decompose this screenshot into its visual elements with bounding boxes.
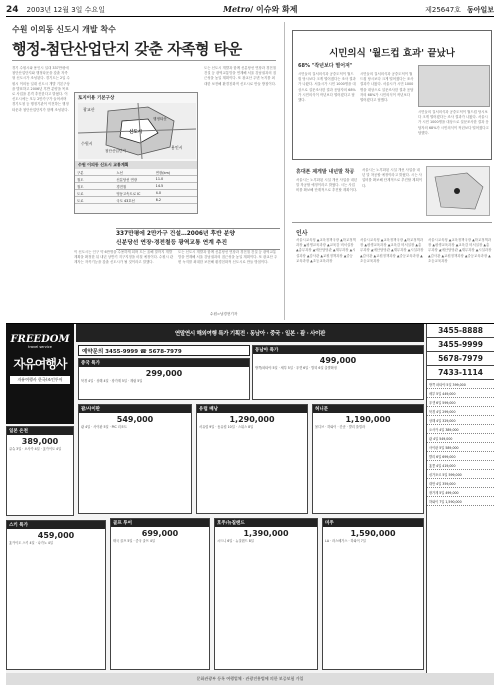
list-item: 홍콩 4일 419,000 xyxy=(427,461,494,470)
notice-rule xyxy=(292,222,492,223)
map-label-yongin: 용인시 xyxy=(171,145,183,150)
sub-article-headline: 휴대폰 제게발 내년말 착공 xyxy=(296,169,355,175)
map-label-newtown: 신도시 xyxy=(129,130,143,135)
list-item: 장가계 5일 499,000 xyxy=(427,488,494,497)
article-subhead-1: 337만평에 2만가구 건설…2006년 후반 분양 xyxy=(116,231,235,237)
list-item: 발리 6일 699,000 xyxy=(427,452,494,461)
list-item: 상해 4일 329,000 xyxy=(427,416,494,425)
ad-block[interactable]: 호주/뉴질랜드 1,390,000 시드니 6일 · 뉴질랜드 8일 xyxy=(214,518,318,670)
section-brand: Metro xyxy=(223,4,251,14)
ad-block[interactable]: 괌/사이판 549,000 괌 4일 · 사이판 5일 · PIC 리조트 xyxy=(78,404,192,514)
map-label-mountain: 광교산 xyxy=(83,107,95,112)
right-article-body-2: 시민들의 질서의식과 공중도덕이 월드컵 당시보다 크게 떨어졌다는 조사 결과가 나왔다. 서울시가 시민 1000명을 대상으로 설문조사한 결과 응답자의 68%가 시민의식이 작년보다 떨어졌다고 답했다. xyxy=(360,72,414,103)
sub-article-body-1: 서울시는 노후화된 시설 개선 사업을 내년 말 착공할 예정이라고 밝혔다. 시는 사업비를 확보해 단계적으로 추진할 계획이다. xyxy=(296,178,358,193)
freedom-logo: FREEDOM xyxy=(10,334,70,345)
map-label-suwon: 수원시 xyxy=(81,141,93,146)
freedom-tag: 자유여행사 한국/조인투어 xyxy=(10,376,70,384)
map-title: 토지이용 기본구상 xyxy=(78,96,115,101)
right-article-headline: 시민의식 '월드컵 효과' 끝났나 xyxy=(329,48,455,59)
ad-top-banner[interactable]: 연말연시 해외여행 특가 기획전 · 동남아 · 중국 · 일본 · 괌 · 사이판 xyxy=(76,324,424,342)
article-kicker: 수원 이의동 신도시 개발 착수 xyxy=(12,25,116,34)
headline-rule xyxy=(12,60,276,61)
column-divider xyxy=(284,22,285,320)
article-body-col2b: 이 신도시는 인구 약 6만명을 수용하게 되며 도는 올해 말까지 개발계획을 확정한 뒤 내년 상반기 지구지정을 마칠 예정이다. 수원시 관계자는 자족기능을 갖춘 신도시가 될 것이라고 말했다. xyxy=(74,250,174,265)
notice-body-2: 서울시교육청 ▲교육정책국장 ▲학교정책과장 ▲평생교육과장 ▲교육감 비서실장 ▲총무과장 ▲예산담당관 ▲재무과장 ▲시설과장 ▲감사관 ▲교원정책과장 ▲중등교육과장 ▲초등교육과장 xyxy=(360,238,424,263)
freedom-ad[interactable] xyxy=(6,324,74,424)
table-row: 도로 국도 43호선 6.2 xyxy=(75,197,197,204)
list-item: 싱가포르 5일 599,000 xyxy=(427,470,494,479)
ad-block[interactable]: 골프 투어 699,000 태국 골프 5일 · 중국 골프 4일 xyxy=(110,518,210,670)
page-header xyxy=(6,3,494,17)
ad-right-column[interactable] xyxy=(426,324,494,685)
ad-right-phone-4[interactable]: 7433-1114 xyxy=(427,366,494,380)
land-use-map xyxy=(74,92,198,214)
article-body-col1: 경기 수원시와 용인시 일대 337만평에 첨단산업단지와 행정타운을 갖춘 자족형 신도시가 조성된다. 경기도는 2일 수원시 이의동 일대 신도시 개발 기본구상을 발표하고 2006년 후반 분양을 목표로 사업을 본격 추진한다고 밝혔다. 이 신도시에는 모두 2만가구가 들어서며 경기도청 등 행정기관이 이전하는 행정타운과 첨단산업단지가 함께 조성된다. xyxy=(12,66,70,112)
list-item: 오사카 4일 389,000 xyxy=(427,425,494,434)
ad-bottom-note: 문화관광부 등록 여행업체 · 관광진흥법에 의한 보증보험 가입 xyxy=(6,673,494,685)
list-item: 세부 5일 449,000 xyxy=(427,389,494,398)
section-name: / 이슈와 화제 xyxy=(250,5,298,14)
list-item: 하와이 7일 1,590,000 xyxy=(427,497,494,506)
list-item: 방콕 파타야 5일 399,000 xyxy=(427,380,494,389)
newspaper-name: 동아일보 xyxy=(466,4,494,14)
article-headline: 행정-첨단산업단지 갖춘 자족형 타운 xyxy=(12,40,242,58)
issue-info xyxy=(344,5,494,15)
notice-body-1: 서울시교육청 ▲교육정책국장 ▲학교정책과장 ▲평생교육과장 ▲교육감 비서실장 ▲총무과장 ▲예산담당관 ▲재무과장 ▲시설과장 ▲감사관 ▲교원정책과장 ▲중등교육과장 ▲초등교육과장 xyxy=(296,238,356,263)
right-article-body-1: 시민들의 질서의식과 공중도덕이 월드컵 당시보다 크게 떨어졌다는 조사 결과가 나왔다. 서울시가 시민 1000명을 대상으로 설문조사한 결과 응답자의 68%가 시민의식이 작년보다 떨어졌다고 답했다. xyxy=(298,72,356,103)
ad-block[interactable]: 허니문 1,190,000 몰디브 · 하와이 · 칸쿤 · 발리 풀빌라 xyxy=(312,404,424,514)
article-body-col3: 도는 신도시 개발과 함께 신분당선 연장과 경전철 건설 등 광역교통망을 연계해 서울 강남권과의 접근성을 높일 계획이다. 또 광교산 주변 녹지를 최대한 보전해 환경친화적 신도시로 만들 방침이다. xyxy=(204,66,276,86)
sub-article-map-graphic xyxy=(427,167,491,217)
ad-block[interactable]: 유럽 배낭 1,290,000 서유럽 9일 · 동유럽 10일 · 스위스 8일 xyxy=(196,404,308,514)
map-label-admin: 행정타운 xyxy=(153,117,167,121)
table-row: 구분 노선 연장(km) xyxy=(75,169,197,176)
issue-number: 제25647호 xyxy=(425,5,461,14)
table-row: 철도 신분당선 연장 11.0 xyxy=(75,176,197,183)
ad-block[interactable]: 스키 특가 459,000 홋카이도 스키 4일 · 나가노 4일 xyxy=(6,520,106,670)
freedom-subtitle: travel service xyxy=(28,345,52,349)
article-body-col3b: 도는 신도시 개발과 함께 신분당선 연장과 경전철 건설 등 광역교통망을 연계해 서울 강남권과의 접근성을 높일 계획이다. 또 광교산 주변 녹지를 최대한 보전해 환경친화적 신도시로 만들 방침이다. xyxy=(178,250,278,265)
right-article-subhead: 68% "작년보다 떨어져" xyxy=(298,63,353,69)
article-subhead-2: 신분당선 연장·경전철등 광역교통 연계 추진 xyxy=(116,240,228,246)
list-item: 푸켓 6일 599,000 xyxy=(427,398,494,407)
map-label-industrial: 첨단산업단지 xyxy=(105,149,126,153)
ad-block[interactable]: 중국 특가 299,000 북경 4일 · 상해 4일 · 장가계 5일 · 계림 5일 xyxy=(78,358,250,400)
transport-table-title: 수원 이의동 신도시 교통계획 xyxy=(75,161,197,169)
article-subheads xyxy=(116,228,280,250)
right-article-body-3: 시민들의 질서의식과 공중도덕이 월드컵 당시보다 크게 떨어졌다는 조사 결과가 나왔다. 서울시가 시민 1000명을 대상으로 설문조사한 결과 응답자의 68%가 시민의식이 작년보다 떨어졌다고 답했다. xyxy=(418,110,489,135)
sub-article-body-2: 서울시는 노후화된 시설 개선 사업을 내년 말 착공할 예정이라고 밝혔다. 시는 사업비를 확보해 단계적으로 추진할 계획이다. xyxy=(362,168,422,188)
ad-block[interactable]: 일본 온천 389,000 큐슈 3일 · 오사카 4일 · 홋카이도 4일 xyxy=(6,426,74,516)
travel-ad-area xyxy=(6,323,494,685)
list-item: 대만 4일 359,000 xyxy=(427,479,494,488)
notice-title: 인사 xyxy=(296,230,308,237)
table-row: 도로 영동고속도로 IC 4.0 xyxy=(75,190,197,197)
page-number: 24 xyxy=(6,4,19,15)
list-item: 북경 4일 299,000 xyxy=(427,407,494,416)
notice-body-3: 서울시교육청 ▲교육정책국장 ▲학교정책과장 ▲평생교육과장 ▲교육감 비서실장 ▲총무과장 ▲예산담당관 ▲재무과장 ▲시설과장 ▲감사관 ▲교원정책과장 ▲중등교육과장 ▲초등교육과장 xyxy=(428,238,492,263)
ad-right-phone-1[interactable]: 3455-8888 xyxy=(427,324,494,338)
section-title xyxy=(177,4,344,15)
ad-block[interactable]: 미주 1,590,000 LA · 라스베가스 · 하와이 7일 xyxy=(322,518,424,670)
article-byline: 수원=남경현기자 xyxy=(210,312,238,316)
right-article-photo xyxy=(418,65,490,107)
ad-right-phone-3[interactable]: 5678-7979 xyxy=(427,352,494,366)
sub-article-map xyxy=(426,166,490,216)
issue-date: 2003년 12월 3일 수요일 xyxy=(26,5,105,14)
list-item: 괌 4일 549,000 xyxy=(427,434,494,443)
ad-right-phone-2[interactable]: 3455-9999 xyxy=(427,338,494,352)
ad-phone-main[interactable]: 예약문의 3455-9999 ☎ 5678-7979 xyxy=(78,345,250,356)
ad-block[interactable]: 동남아 특가 499,000 방콕/파타야 5일 · 세부 5일 · 푸켓 6일 · 발리 6일 출발확정 xyxy=(252,345,424,400)
table-row: 철도 경전철 14.5 xyxy=(75,183,197,190)
transport-table xyxy=(75,161,197,204)
freedom-name: 자유여행사 xyxy=(13,357,67,371)
list-item: 사이판 5일 589,000 xyxy=(427,443,494,452)
